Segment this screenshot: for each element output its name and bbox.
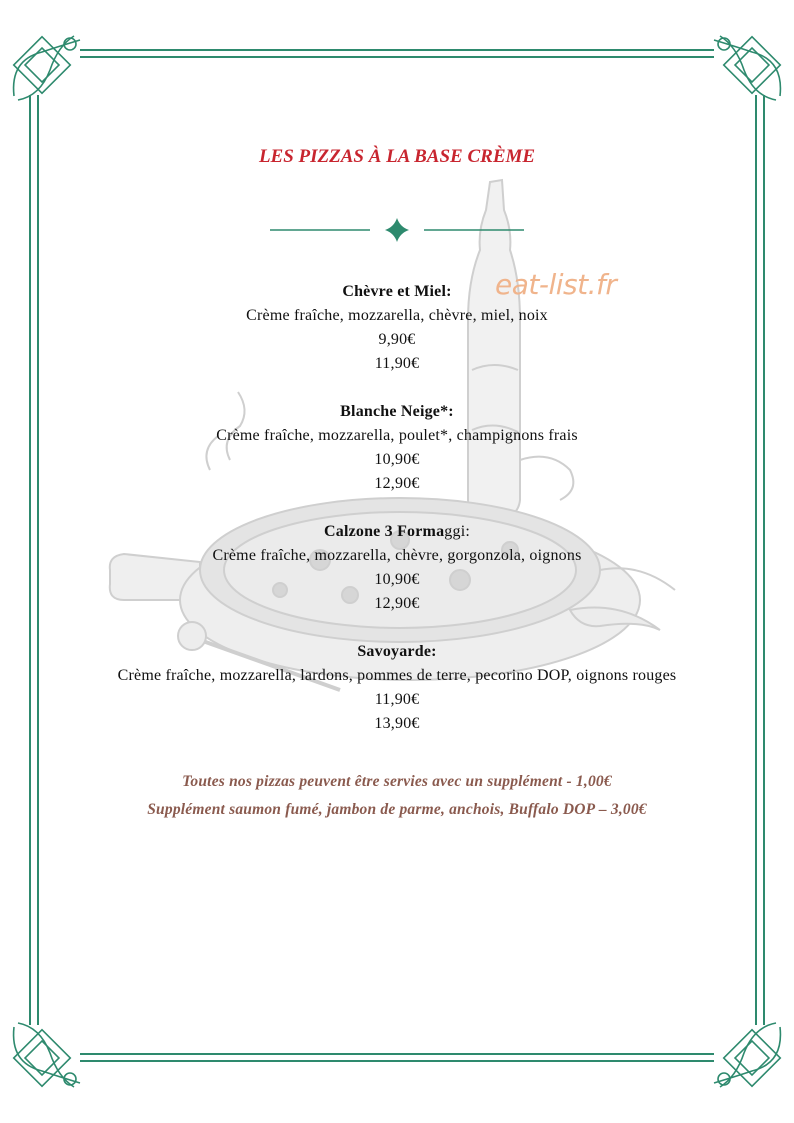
corner-ornament-top-left bbox=[14, 36, 80, 100]
note-line: Supplément saumon fumé, jambon de parme, anchois, Buffalo DOP – 3,00€ bbox=[147, 801, 647, 818]
ornamental-divider bbox=[270, 216, 524, 244]
item-name: Blanche Neige*: bbox=[340, 403, 454, 420]
item-price-1: 10,90€ bbox=[374, 451, 420, 468]
star-ornament-icon bbox=[385, 218, 409, 242]
note-line: Toutes nos pizzas peuvent être servies avec un supplément - 1,00€ bbox=[182, 773, 612, 790]
watermark: eat-list.fr bbox=[495, 268, 617, 301]
corner-ornament-bottom-left bbox=[14, 1023, 80, 1087]
item-name-bold: Calzone 3 Forma bbox=[323, 523, 445, 540]
item-description: Crème fraîche, mozzarella, poulet*, champignons frais bbox=[216, 427, 578, 444]
pizza-menu-list bbox=[0, 280, 794, 760]
menu-item bbox=[0, 280, 794, 376]
menu-item bbox=[0, 520, 794, 616]
item-name: Chèvre et Miel: bbox=[342, 283, 452, 300]
item-price-2: 13,90€ bbox=[374, 715, 420, 732]
item-price-1: 11,90€ bbox=[374, 691, 420, 708]
item-name-rest: ggi: bbox=[444, 523, 470, 540]
item-price-1: 10,90€ bbox=[374, 571, 420, 588]
item-price-2: 12,90€ bbox=[374, 595, 420, 612]
item-name: Savoyarde: bbox=[357, 643, 437, 660]
menu-item bbox=[0, 400, 794, 496]
item-price-2: 12,90€ bbox=[374, 475, 420, 492]
item-price-2: 11,90€ bbox=[374, 355, 420, 372]
supplement-notes bbox=[0, 768, 794, 824]
corner-ornament-top-right bbox=[714, 36, 780, 100]
item-description: Crème fraîche, mozzarella, lardons, pommes de terre, pecorino DOP, oignons rouges bbox=[117, 667, 677, 684]
corner-ornament-bottom-right bbox=[714, 1023, 780, 1087]
menu-item bbox=[0, 640, 794, 736]
item-description: Crème fraîche, mozzarella, chèvre, miel, noix bbox=[246, 307, 548, 324]
item-price-1: 9,90€ bbox=[378, 331, 416, 348]
item-description: Crème fraîche, mozzarella, chèvre, gorgonzola, oignons bbox=[212, 547, 582, 564]
item-name bbox=[0, 520, 794, 544]
page-title: LES PIZZAS À LA BASE CRÈME bbox=[258, 146, 536, 167]
